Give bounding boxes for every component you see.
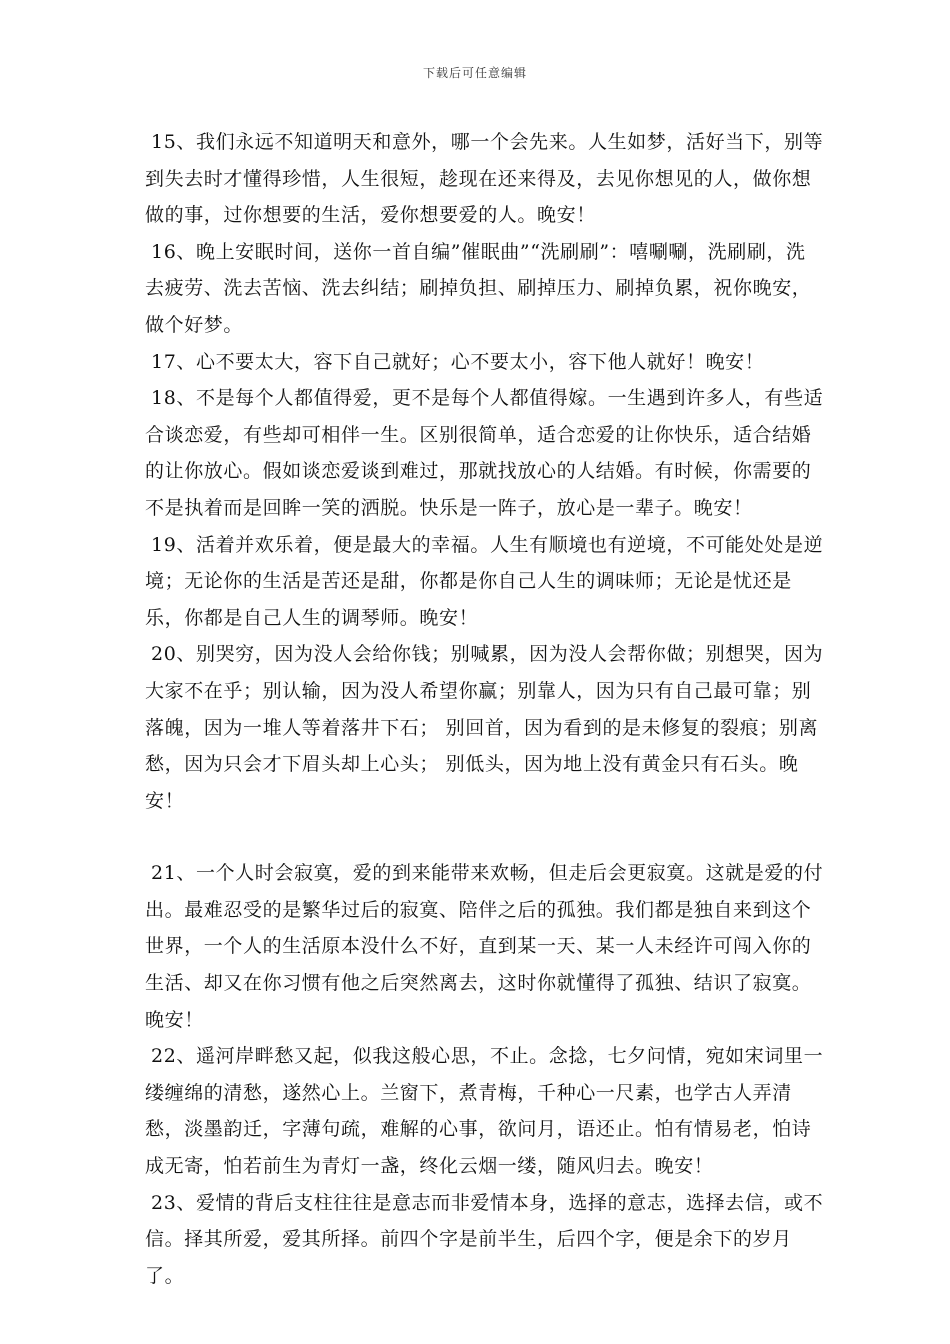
page-header: 下载后可任意编辑	[422, 66, 527, 80]
paragraph-18: 18、不是每个人都值得爱，更不是每个人都值得嫁。一生遇到许多人，有些适合谈恋爱，有些却可相伴一生。区别很简单，适合恋爱的让你快乐，适合结婚的让你放心。假如谈恋爱谈到难过，那就找放心的人结婚。有时候，你需要的不是执着而是回眸一笑的洒脱。快乐是一阵子，放心是一辈子。晚安！	[145, 387, 824, 519]
paragraph-15: 15、我们永远不知道明天和意外，哪一个会先来。人生如梦，活好当下，别等到失去时才懂得珍惜，人生很短，趁现在还来得及，去见你想见的人，做你想做的事，过你想要的生活，爱你想要爱的人。晚安！	[145, 131, 824, 227]
paragraph-16: 16、晚上安眠时间，送你一首自编”催眠曲”“洗刷刷”：嘻唰唰，洗刷刷，洗去疲劳、洗去苦恼、洗去纠结；刷掉负担、刷掉压力、刷掉负累，祝你晚安，做个好梦。	[145, 240, 812, 336]
paragraph-20: 20、别哭穷，因为没人会给你钱；别喊累，因为没人会帮你做；别想哭，因为大家不在乎；别认输，因为没人希望你赢；别靠人，因为只有自己最可靠；别落魄，因为一堆人等着落井下石； 别回首，因为看到的是未修复的裂痕；别离愁，因为只会才下眉头却上心头； 别低头，因为地上没有黄金只有石头。晚安！	[145, 643, 824, 812]
paragraph-spacer	[145, 819, 825, 855]
paragraph-23: 23、爱情的背后支柱往往是意志而非爱情本身，选择的意志，选择去信，或不信。择其所爱，爱其所择。前四个字是前半生，后四个字，便是余下的岁月了。	[145, 1191, 824, 1287]
paragraph-17: 17、心不要太大，容下自己就好；心不要太小，容下他人就好！晚安！	[151, 350, 765, 373]
paragraph-19: 19、活着并欢乐着，便是最大的幸福。人生有顺境也有逆境，不可能处处是逆境；无论你的生活是苦还是甜，你都是你自己人生的调味师；无论是忧还是乐，你都是自己人生的调琴师。晚安！	[145, 533, 824, 629]
paragraph-21: 21、一个人时会寂寞，爱的到来能带来欢畅，但走后会更寂寞。这就是爱的付出。最难忍受的是繁华过后的寂寞、陪伴之后的孤独。我们都是独自来到这个世界，一个人的生活原本没什么不好，直到某一天、某一人未经许可闯入你的生活、却又在你习惯有他之后突然离去，这时你就懂得了孤独、结识了寂寞。晚安！	[145, 862, 824, 1031]
document-body	[145, 124, 825, 1294]
paragraph-22: 22、遥河岸畔愁又起，似我这般心思，不止。念捻，七夕问情，宛如宋词里一缕缠绵的清愁，遂然心上。兰窗下，煮青梅，千种心一尺素，也学古人弄清愁，淡墨韵迁，字薄句疏，难解的心事，欲问月，语还止。怕有情易老，怕诗成无寄，怕若前生为青灯一盏，终化云烟一缕，随风归去。晚安！	[145, 1045, 824, 1178]
